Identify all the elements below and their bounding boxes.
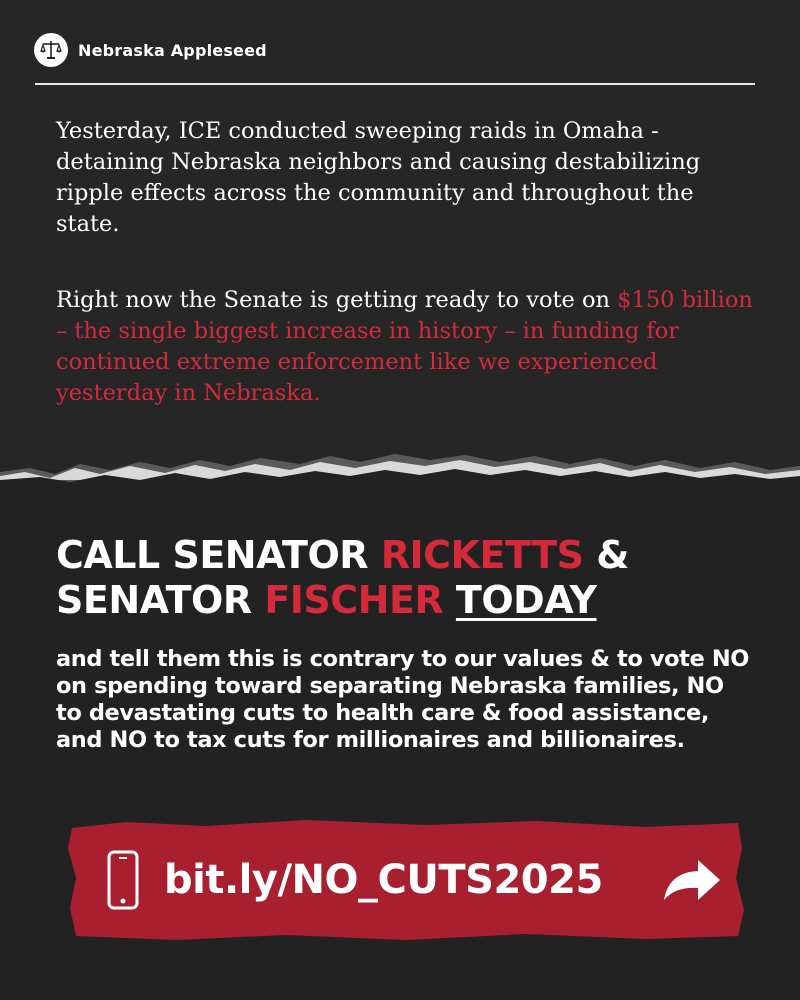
senator-name-ricketts: RICKETTS (380, 533, 584, 577)
torn-paper-divider (0, 446, 800, 496)
senator-name-fischer: FISCHER (264, 578, 444, 622)
intro-paragraph-1: Yesterday, ICE conducted sweeping raids in Omaha - detaining Nebraska neighbors and causing destabilizing ripple effects across the community and throughout the state. (56, 118, 701, 237)
brand-name: Nebraska Appleseed (78, 40, 267, 60)
paragraph-2-lead: Right now the Senate is getting ready to vote on (56, 287, 611, 313)
headline-part-3 (443, 578, 456, 622)
headline-part-1: CALL SENATOR (56, 533, 381, 577)
header-divider (35, 83, 755, 85)
body-message: and tell them this is contrary to our values & to vote NO on spending toward separating Nebraska families, NO to devastating cuts to health care & food assistance, and NO to tax cuts for millionaires and billionaires. (56, 646, 749, 753)
headline-part-2: & SENATOR (56, 533, 629, 622)
share-arrow-icon (662, 858, 722, 902)
call-to-action-headline (56, 533, 776, 623)
smartphone-icon (106, 850, 140, 910)
headline-today: TODAY (455, 578, 597, 622)
brand-header (34, 30, 267, 70)
cta-url-link[interactable]: bit.ly/NO_CUTS2025 (164, 857, 603, 903)
intro-paragraph-2 (56, 285, 756, 409)
cta-link-banner[interactable] (66, 818, 746, 942)
scales-of-justice-icon (34, 33, 68, 67)
paragraph-2-highlight: $150 billion – the single biggest increase in history – in funding for continued extreme enforcement like we experienced yesterday in Nebraska. (56, 287, 753, 406)
